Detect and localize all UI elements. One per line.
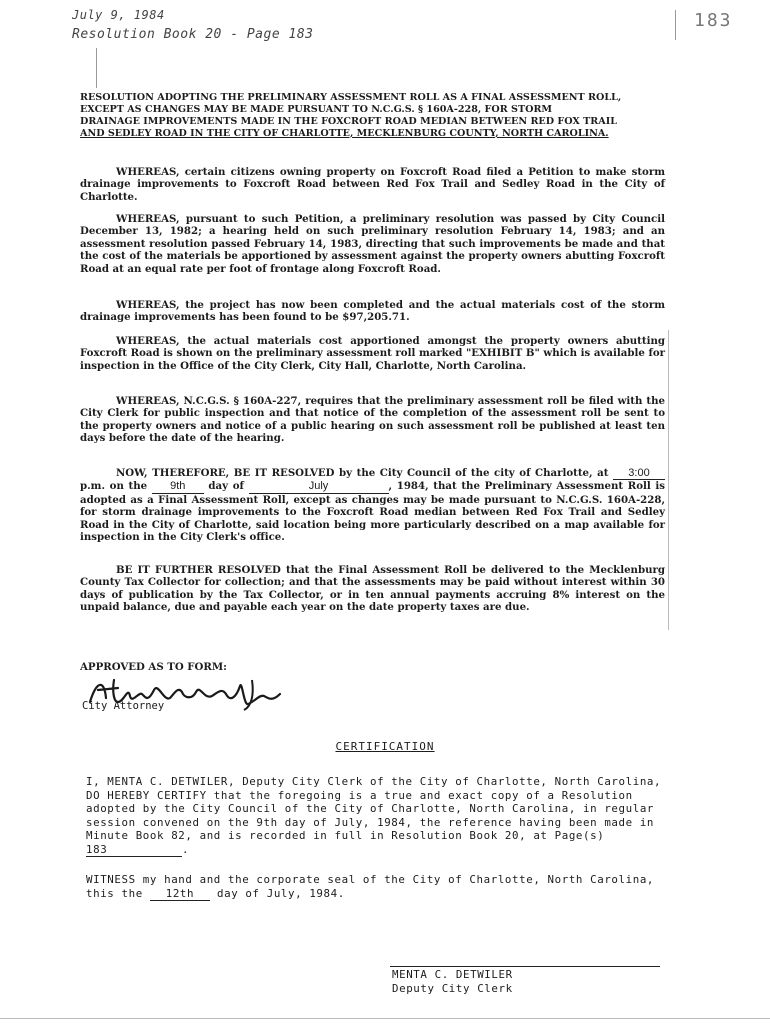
day-fill: 9th [152,480,204,493]
paragraph-text: WHEREAS, certain citizens owning property on Foxcroft Road filed a Petition to make storm drainage improvements to Foxcroft Road between Red Fox Trail and Sedley Road in the City of Charlotte. [80,166,665,203]
attorney-role: City Attorney [82,700,165,712]
page-fill: 183 [86,843,182,858]
scan-mark [96,48,97,88]
title-line: DRAINAGE IMPROVEMENTS MADE IN THE FOXCROFT ROAD MEDIAN BETWEEN RED FOX TRAIL [80,116,617,127]
page-stamp: 183 [694,10,733,31]
whereas-paragraph-5 [80,395,665,445]
signer-line [390,966,660,967]
title-line: RESOLUTION ADOPTING THE PRELIMINARY ASSESSMENT ROLL AS A FINAL ASSESSMENT ROLL, [80,92,622,103]
signer-name: MENTA C. DETWILER [392,968,513,981]
witness-text: WITNESS my hand and the corporate seal of the City of Charlotte, North Carolina, this the [86,873,655,900]
certification-body: I, MENTA C. DETWILER, Deputy City Clerk of the City of Charlotte, North Carolina, DO HEREBY CERTIFY that the foregoing is a true and exact copy of a Resolution adopted by the City Council of the City of Charlotte, North Carolina, in regular session convened on the 9th day of July, 1984, the reference having been made in Minute Book 82, and is recorded in full in Resolution Book 20, at Page(s) 183 . [86,775,662,856]
header-book-page: Resolution Book 20 - Page 183 [72,27,314,42]
title-line: EXCEPT AS CHANGES MAY BE MADE PURSUANT TO N.C.G.S. § 160A-228, FOR STORM [80,104,553,115]
paragraph-text: day of [208,480,244,493]
whereas-paragraph-1 [80,166,665,203]
witness-paragraph [86,873,678,901]
signer-title: Deputy City Clerk [392,981,513,995]
whereas-paragraph-2 [80,213,665,275]
time-fill: 3:00 [613,467,665,480]
whereas-paragraph-3 [80,299,665,324]
certification-text: I, MENTA C. DETWILER, Deputy City Clerk of the City of Charlotte, North Carolina, DO HEREBY CERTIFY that the foregoing is a true and exact copy of a Resolution adopted by the City Council of the City of Charlotte, North Carolina, in regular session convened on the 9th day of July, 1984, the reference having been made in Minute Book 82, and is recorded in full in Resolution Book 20, at Page(s) [86,775,662,842]
whereas-paragraph-4 [80,335,665,372]
paragraph-text: WHEREAS, pursuant to such Petition, a preliminary resolution was passed by City Council December 13, 1982; a hearing held on such preliminary resolution February 14, 1983; and an assessment resolution passed February 14, 1983, directing that such improvements be made and that the cost of the materials be apportioned by assessment against the property owners abutting Foxcroft Road at an equal rate per foot of frontage along Foxcroft Road. [80,213,665,275]
paragraph-text: , 1984, that the Preliminary Assessment Roll is adopted as a Final Assessment Roll, except as changes may be made pursuant to N.C.G.S. 160A-228, for storm drainage improvements to the Foxcroft Road median between Red Fox Trail and Sedley Road in the City of Charlotte, said location being more particularly described on a map available for inspection in the City Clerk's office. [80,480,666,544]
paragraph-text: WHEREAS, the project has now been completed and the actual materials cost of the storm drainage improvements has been found to be $97,205.71. [80,299,665,324]
scan-edge [0,1018,770,1019]
month-fill: July [249,480,389,493]
further-resolved-paragraph [80,564,665,614]
witness-text: day of July, 1984. [217,886,345,900]
signer-block [392,968,513,995]
paragraph-text: BE IT FURTHER RESOLVED that the Final Assessment Roll be delivered to the Mecklenburg County Tax Collector for collection; and that the assessments may be paid without interest within 30 days of publication by the Tax Collector, or in ten annual payments accruing 8% interest on the unpaid balance, due and payable each year on the date property taxes are due. [80,564,665,614]
certification-heading: CERTIFICATION [335,740,435,753]
title-line: AND SEDLEY ROAD IN THE CITY OF CHARLOTTE, MECKLENBURG COUNTY, NORTH CAROLINA. [80,128,609,139]
paragraph-text: WHEREAS, N.C.G.S. § 160A-227, requires that the preliminary assessment roll be filed with the City Clerk for public inspection and that notice of the completion of the assessment roll be sent to the property owners and notice of a public hearing on such assessment roll be published at least ten days before the date of the hearing. [80,395,665,445]
approval-label: APPROVED AS TO FORM: [80,661,227,673]
paragraph-text: NOW, THEREFORE, BE IT RESOLVED by the City Council of the city of Charlotte, at [116,467,609,479]
resolution-title [80,92,675,140]
scan-mark [675,10,676,40]
paragraph-text: WHEREAS, the actual materials cost apportioned amongst the property owners abutting Foxcroft Road is shown on the preliminary assessment roll marked "EXHIBIT B" which is available for inspection in the Office of the City Clerk, City Hall, Charlotte, North Carolina. [80,335,665,372]
resolved-paragraph [80,467,665,543]
witness-day-fill: 12th [150,887,210,902]
scan-mark [668,330,669,630]
header-date: July 9, 1984 [72,8,165,22]
paragraph-text: p.m. on the [80,480,148,493]
